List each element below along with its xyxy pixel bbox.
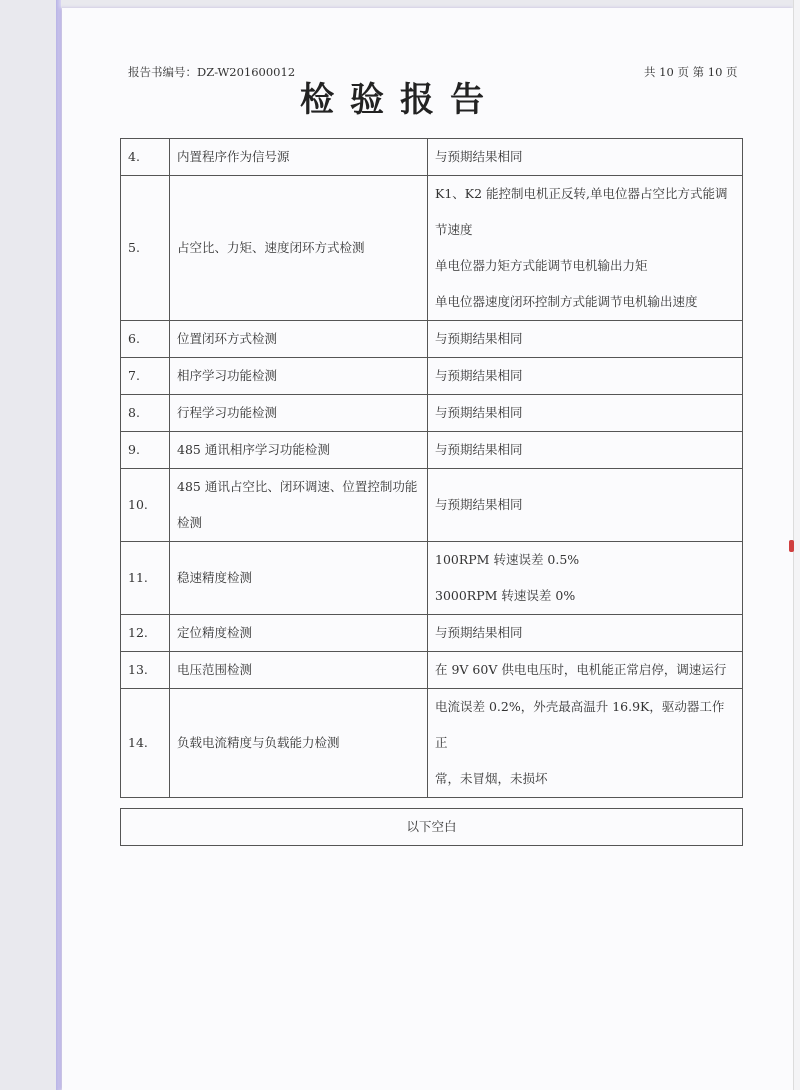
- table-row: [121, 395, 743, 432]
- result-line: K1、K2 能控制电机正反转,单电位器占空比方式能调: [435, 186, 728, 201]
- table-row: [121, 176, 743, 321]
- test-item: 占空比、力矩、速度闭环方式检测: [170, 176, 428, 321]
- page-marker: [789, 540, 794, 552]
- result-line: 与预期结果相同: [435, 405, 523, 420]
- result-line: 节速度: [435, 222, 473, 237]
- test-item: 电压范围检测: [170, 652, 428, 689]
- test-result: [428, 469, 743, 542]
- result-line: 在 9V 60V 供电电压时，电机能正常启停，调速运行: [435, 662, 727, 677]
- row-number: 8.: [121, 395, 170, 432]
- row-number: 9.: [121, 432, 170, 469]
- test-item: 行程学习功能检测: [170, 395, 428, 432]
- table-row: [121, 139, 743, 176]
- test-item: 定位精度检测: [170, 615, 428, 652]
- test-item: 内置程序作为信号源: [170, 139, 428, 176]
- result-line: 与预期结果相同: [435, 368, 523, 383]
- test-result: [428, 432, 743, 469]
- result-line: 与预期结果相同: [435, 497, 523, 512]
- report-number: 报告书编号：DZ-W201600012: [128, 65, 296, 79]
- table-row: [121, 652, 743, 689]
- page-indicator: 共 10 页 第 10 页: [644, 65, 738, 79]
- result-line: 与预期结果相同: [435, 331, 523, 346]
- result-line: 常，未冒烟，未损坏: [435, 771, 548, 786]
- test-result: [428, 321, 743, 358]
- report-title: 检验报告: [300, 80, 500, 120]
- row-number: 10.: [121, 469, 170, 542]
- row-number: 4.: [121, 139, 170, 176]
- row-number: 13.: [121, 652, 170, 689]
- test-item: 485 通讯相序学习功能检测: [170, 432, 428, 469]
- table-row: [121, 321, 743, 358]
- table-row: [121, 358, 743, 395]
- table-row: [121, 689, 743, 798]
- test-item: 485 通讯占空比、闭环调速、位置控制功能检测: [170, 469, 428, 542]
- row-number: 11.: [121, 542, 170, 615]
- result-line: 单电位器速度闭环控制方式能调节电机输出速度: [435, 294, 698, 309]
- row-number: 14.: [121, 689, 170, 798]
- table-row: [121, 542, 743, 615]
- test-result: [428, 176, 743, 321]
- test-result: [428, 615, 743, 652]
- test-item: 稳速精度检测: [170, 542, 428, 615]
- blank-below-note: 以下空白: [120, 808, 743, 846]
- test-result: [428, 358, 743, 395]
- result-line: 电流误差 0.2%，外壳最高温升 16.9K，驱动器工作正: [435, 699, 725, 750]
- result-line: 100RPM 转速误差 0.5%: [435, 552, 580, 567]
- test-item: 相序学习功能检测: [170, 358, 428, 395]
- test-result: [428, 689, 743, 798]
- row-number: 12.: [121, 615, 170, 652]
- result-line: 与预期结果相同: [435, 442, 523, 457]
- table-row: [121, 469, 743, 542]
- result-line: 3000RPM 转速误差 0%: [435, 588, 576, 603]
- test-item: 位置闭环方式检测: [170, 321, 428, 358]
- table-row: [121, 432, 743, 469]
- inspection-table: [120, 138, 743, 798]
- test-item: 负载电流精度与负载能力检测: [170, 689, 428, 798]
- result-line: 与预期结果相同: [435, 149, 523, 164]
- test-result: [428, 652, 743, 689]
- result-line: 单电位器力矩方式能调节电机输出力矩: [435, 258, 648, 273]
- test-result: [428, 395, 743, 432]
- stacked-pages-edge: [793, 0, 800, 1090]
- result-line: 与预期结果相同: [435, 625, 523, 640]
- row-number: 5.: [121, 176, 170, 321]
- test-result: [428, 542, 743, 615]
- test-result: [428, 139, 743, 176]
- row-number: 7.: [121, 358, 170, 395]
- row-number: 6.: [121, 321, 170, 358]
- table-row: [121, 615, 743, 652]
- page-binding-edge: [56, 0, 61, 1090]
